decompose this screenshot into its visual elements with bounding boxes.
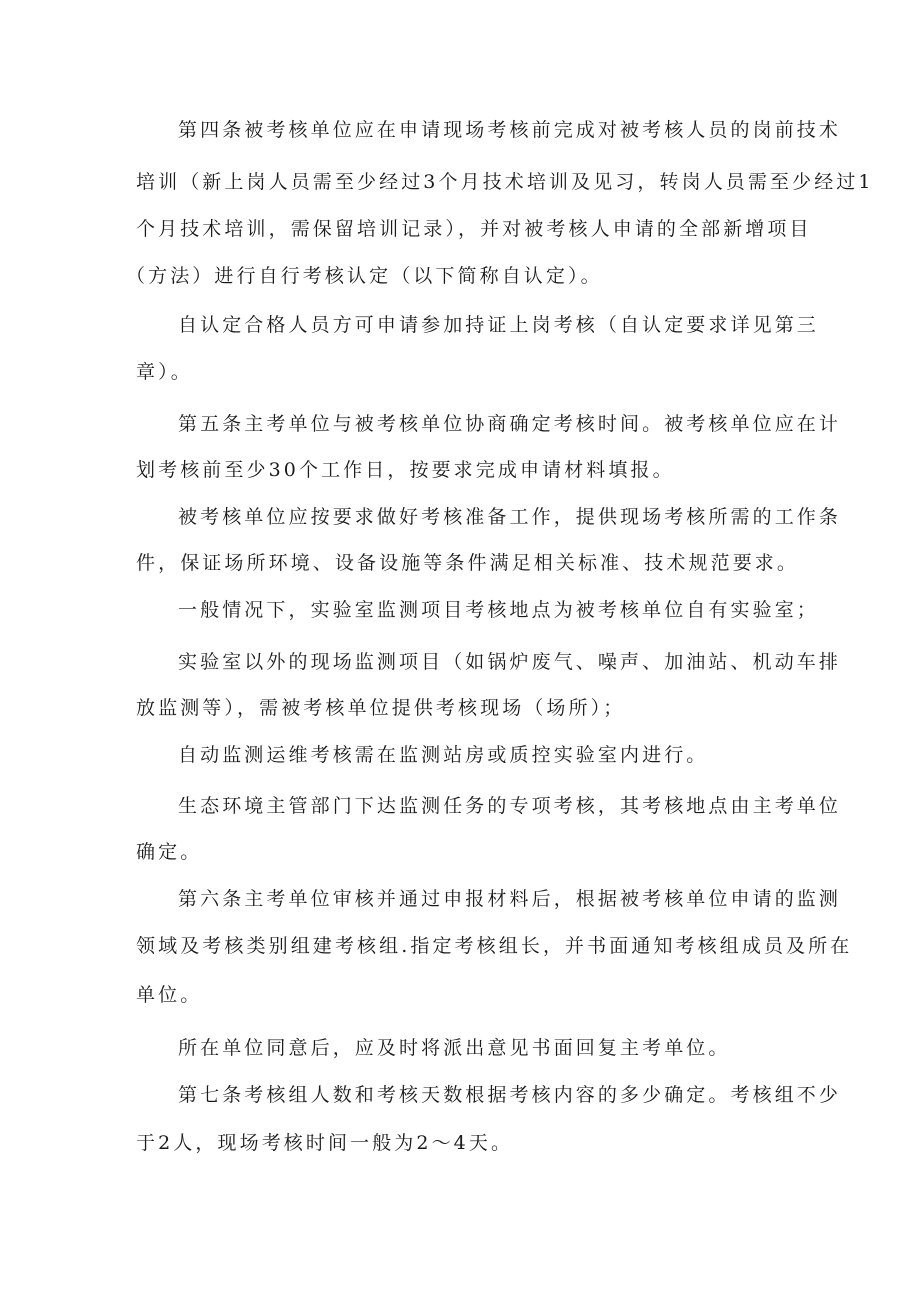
text-line: 第六条主考单位审核并通过申报材料后，根据被考核单位申请的监测: [178, 888, 842, 910]
text-line: 第五条主考单位与被考核单位协商确定考核时间。被考核单位应在计: [178, 413, 842, 435]
text-line: 自认定合格人员方可申请参加持证上岗考核（自认定要求详见第三: [178, 314, 819, 336]
text-line: 领域及考核类别组建考核组.指定考核组长，并书面通知考核组成员及所在: [136, 935, 853, 957]
text-line: 第四条被考核单位应在申请现场考核前完成对被考核人员的岗前技术: [178, 119, 842, 141]
text-line: 放监测等），需被考核单位提供考核现场（场所）；: [136, 697, 626, 719]
text-line: （方法）进行自行考核认定（以下简称自认定）。: [126, 265, 603, 287]
text-line: 培训（新上岗人员需至少经过3个月技术培训及见习，转岗人员需至少经过1: [136, 171, 874, 193]
text-line: 生态环境主管部门下达监测任务的专项考核，其考核地点由主考单位: [178, 795, 842, 817]
text-line: 单位。: [136, 984, 203, 1006]
text-line: 件，保证场所环境、设备设施等条件满足相关标准、技术规范要求。: [136, 552, 800, 574]
text-line: 被考核单位应按要求做好考核准备工作，提供现场考核所需的工作条: [178, 506, 842, 528]
text-line: 实验室以外的现场监测项目（如锅炉废气、噪声、加油站、机动车排: [178, 651, 842, 673]
text-line: 第七条考核组人数和考核天数根据考核内容的多少确定。考核组不少: [178, 1084, 842, 1106]
text-line: 确定。: [136, 841, 203, 863]
text-line: 个月技术培训，需保留培训记录），并对被考核人申请的全部新增项目: [136, 218, 812, 240]
text-line: 于2人，现场考核时间一般为2～4天。: [136, 1132, 514, 1154]
text-line: 所在单位同意后，应及时将派出意见书面回复主考单位。: [178, 1037, 731, 1059]
text-line: 章）。: [136, 361, 193, 383]
text-line: 划考核前至少30个工作日，按要求完成申请材料填报。: [136, 459, 675, 481]
text-line: 自动监测运维考核需在监测站房或质控实验室内进行。: [178, 744, 709, 766]
text-line: 一般情况下，实验室监测项目考核地点为被考核单位自有实验室；: [178, 599, 819, 621]
